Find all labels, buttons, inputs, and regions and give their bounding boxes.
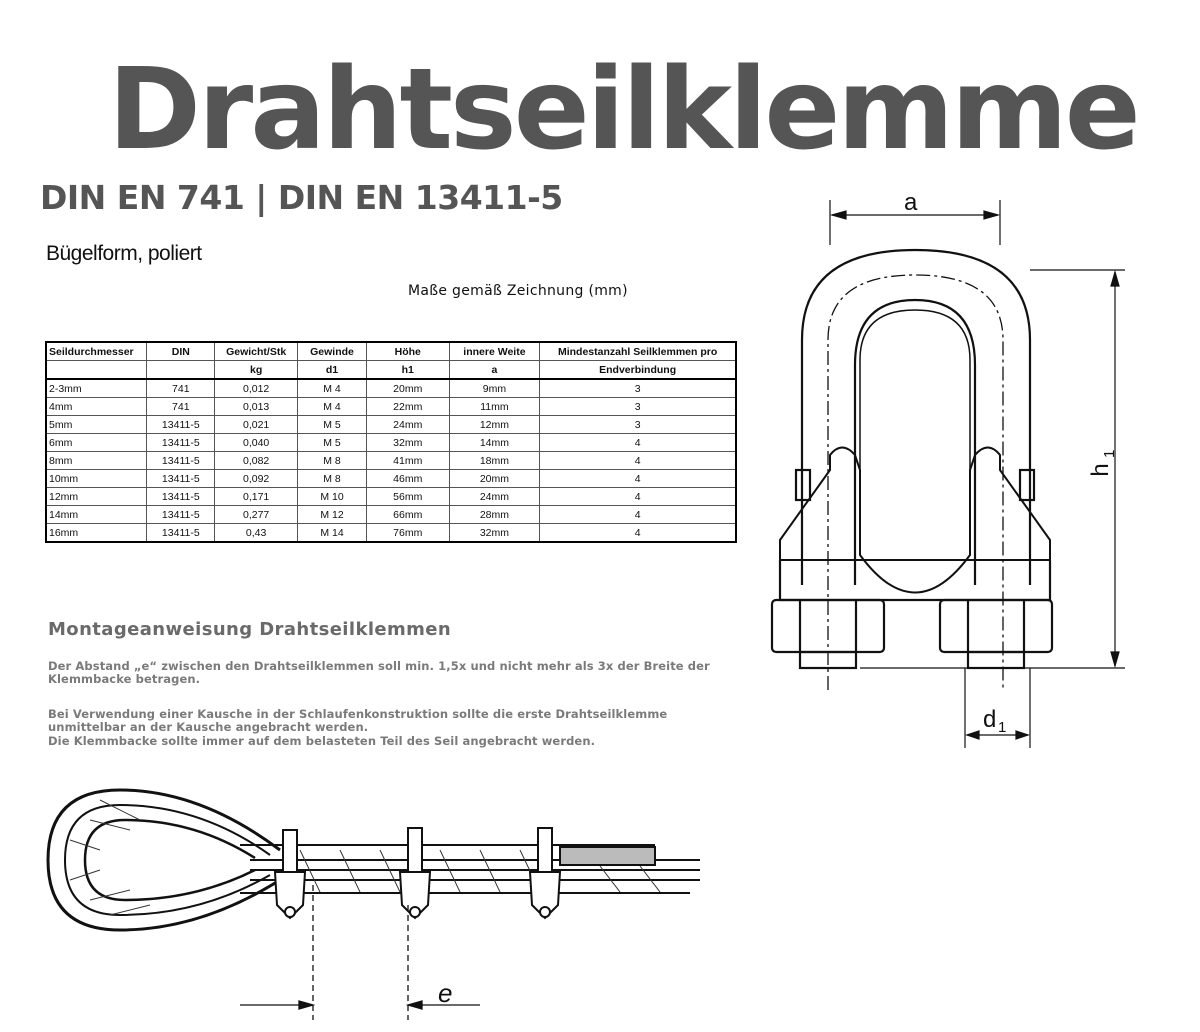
table-cell: 4 bbox=[540, 524, 736, 543]
col-header-hoehe: Höhe bbox=[366, 342, 449, 361]
table-cell: 16mm bbox=[46, 524, 147, 543]
table-cell: 3 bbox=[540, 398, 736, 416]
instructions-heading: Montageanweisung Drahtseilklemmen bbox=[48, 619, 452, 640]
table-cell: 9mm bbox=[449, 379, 540, 398]
table-header-row bbox=[46, 342, 736, 361]
table-cell: M 10 bbox=[298, 488, 367, 506]
table-cell: 11mm bbox=[449, 398, 540, 416]
table-cell: 2-3mm bbox=[46, 379, 147, 398]
table-cell: 13411-5 bbox=[147, 506, 215, 524]
table-cell: 76mm bbox=[366, 524, 449, 543]
table-cell: M 4 bbox=[298, 398, 367, 416]
col-subheader-endverbindung: Endverbindung bbox=[540, 361, 736, 380]
table-cell: 28mm bbox=[449, 506, 540, 524]
table-cell: 0,021 bbox=[215, 416, 298, 434]
table-row bbox=[46, 416, 736, 434]
table-cell: 13411-5 bbox=[147, 488, 215, 506]
col-subheader-h1: h1 bbox=[366, 361, 449, 380]
table-cell: 12mm bbox=[46, 488, 147, 506]
table-cell: 0,277 bbox=[215, 506, 298, 524]
table-row bbox=[46, 506, 736, 524]
table-cell: 4 bbox=[540, 470, 736, 488]
page-title: Drahtseilklemme bbox=[108, 45, 1138, 175]
instructions-paragraph-2: Bei Verwendung einer Kausche in der Schlaufenkonstruktion sollte die erste Drahtseilklemme unmittelbar an der Kausche angebracht werden. bbox=[48, 707, 668, 734]
table-cell: 5mm bbox=[46, 416, 147, 434]
table-cell: 4 bbox=[540, 488, 736, 506]
table-cell: 32mm bbox=[449, 524, 540, 543]
table-cell: 20mm bbox=[366, 379, 449, 398]
table-cell: 20mm bbox=[449, 470, 540, 488]
table-subheader-row bbox=[46, 361, 736, 380]
table-cell: 4 bbox=[540, 452, 736, 470]
table-cell: M 5 bbox=[298, 416, 367, 434]
label-e: e bbox=[438, 978, 453, 1008]
table-cell: 0,082 bbox=[215, 452, 298, 470]
table-cell: M 12 bbox=[298, 506, 367, 524]
table-cell: 14mm bbox=[449, 434, 540, 452]
table-row bbox=[46, 524, 736, 543]
table-row bbox=[46, 398, 736, 416]
table-cell: 41mm bbox=[366, 452, 449, 470]
table-cell: 13411-5 bbox=[147, 524, 215, 543]
table-cell: 0,43 bbox=[215, 524, 298, 543]
spec-table bbox=[45, 341, 737, 543]
col-header-din: DIN bbox=[147, 342, 215, 361]
col-header-seildurchmesser: Seildurchmesser bbox=[46, 342, 147, 361]
table-cell: 12mm bbox=[449, 416, 540, 434]
table-cell: 18mm bbox=[449, 452, 540, 470]
table-cell: 13411-5 bbox=[147, 470, 215, 488]
table-cell: 56mm bbox=[366, 488, 449, 506]
table-cell: 24mm bbox=[449, 488, 540, 506]
col-header-weite: innere Weite bbox=[449, 342, 540, 361]
label-h1-sub: 1 bbox=[1101, 449, 1118, 458]
label-d1: d bbox=[983, 706, 997, 733]
col-subheader-d1: d1 bbox=[298, 361, 367, 380]
table-cell: 66mm bbox=[366, 506, 449, 524]
table-caption: Maße gemäß Zeichnung (mm) bbox=[408, 283, 628, 299]
table-cell: 741 bbox=[147, 379, 215, 398]
table-cell: M 4 bbox=[298, 379, 367, 398]
table-cell: 32mm bbox=[366, 434, 449, 452]
table-cell: 4 bbox=[540, 434, 736, 452]
col-subheader-a: a bbox=[449, 361, 540, 380]
table-cell: 10mm bbox=[46, 470, 147, 488]
table-row bbox=[46, 379, 736, 398]
table-cell: 13411-5 bbox=[147, 452, 215, 470]
table-cell: 3 bbox=[540, 379, 736, 398]
standards-subtitle: DIN EN 741 | DIN EN 13411-5 bbox=[40, 178, 563, 217]
table-cell: 13411-5 bbox=[147, 416, 215, 434]
col-subheader bbox=[46, 361, 147, 380]
table-cell: 22mm bbox=[366, 398, 449, 416]
label-d1-sub: 1 bbox=[998, 719, 1007, 736]
table-cell: 4 bbox=[540, 506, 736, 524]
table-cell: M 14 bbox=[298, 524, 367, 543]
table-cell: 8mm bbox=[46, 452, 147, 470]
table-cell: M 8 bbox=[298, 470, 367, 488]
table-cell: 4mm bbox=[46, 398, 147, 416]
table-row bbox=[46, 452, 736, 470]
table-cell: 46mm bbox=[366, 470, 449, 488]
table-cell: M 5 bbox=[298, 434, 367, 452]
table-row bbox=[46, 470, 736, 488]
table-cell: 741 bbox=[147, 398, 215, 416]
col-header-mindestanzahl: Mindestanzahl Seilklemmen pro bbox=[540, 342, 736, 361]
col-header-gewinde: Gewinde bbox=[298, 342, 367, 361]
table-cell: M 8 bbox=[298, 452, 367, 470]
table-cell: 0,092 bbox=[215, 470, 298, 488]
label-h1: h bbox=[1087, 463, 1114, 477]
instructions-paragraph-3: Die Klemmbacke sollte immer auf dem belasteten Teil des Seil angebracht werden. bbox=[48, 734, 596, 748]
table-cell: 0,012 bbox=[215, 379, 298, 398]
table-cell: 14mm bbox=[46, 506, 147, 524]
col-header-gewicht: Gewicht/Stk bbox=[215, 342, 298, 361]
col-subheader-kg: kg bbox=[215, 361, 298, 380]
col-subheader bbox=[147, 361, 215, 380]
table-cell: 24mm bbox=[366, 416, 449, 434]
table-cell: 0,171 bbox=[215, 488, 298, 506]
table-cell: 3 bbox=[540, 416, 736, 434]
label-a: a bbox=[904, 189, 918, 216]
instructions-paragraph-1: Der Abstand „e“ zwischen den Drahtseilklemmen soll min. 1,5x und nicht mehr als 3x der Breite der Klemmbacke betragen. bbox=[48, 659, 710, 686]
table-cell: 0,013 bbox=[215, 398, 298, 416]
table-cell: 6mm bbox=[46, 434, 147, 452]
table-row bbox=[46, 434, 736, 452]
table-cell: 13411-5 bbox=[147, 434, 215, 452]
table-row bbox=[46, 488, 736, 506]
form-description: Bügelform, poliert bbox=[46, 242, 202, 265]
table-cell: 0,040 bbox=[215, 434, 298, 452]
